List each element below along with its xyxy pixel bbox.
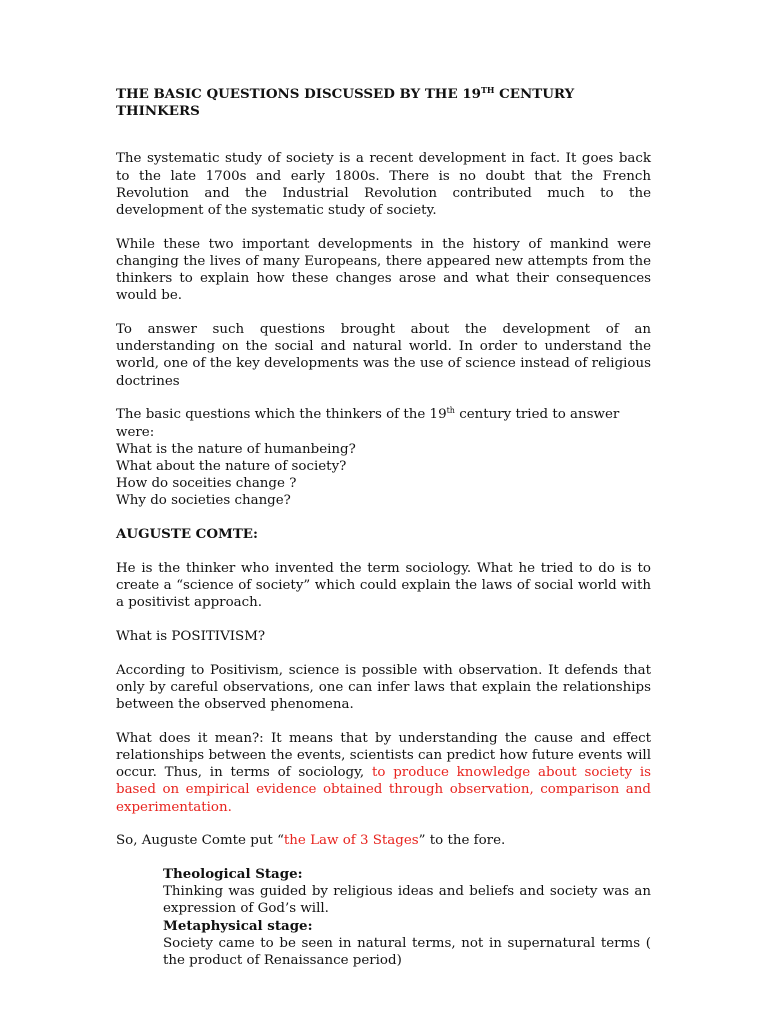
highlighted-text: to produce knowledge about society is based on empirical evidence obtained through observation, comparison and experimentation. xyxy=(116,765,652,815)
stages-list xyxy=(163,866,651,969)
stage-text-theological: Thinking was guided by religious ideas and beliefs and society was an expression of God’s will. xyxy=(163,884,651,917)
paragraph-law-of-stages: So, Auguste Comte put “the Law of 3 Stages” to the fore. xyxy=(116,833,506,849)
heading-auguste-comte: AUGUSTE COMTE: xyxy=(116,526,258,543)
questions-list xyxy=(116,406,651,509)
stage-title-metaphysical: Metaphysical stage: xyxy=(163,917,313,934)
highlighted-law: the Law of 3 Stages xyxy=(283,833,419,849)
question-item: What about the nature of society? xyxy=(116,458,347,474)
stage-title-theological: Theological Stage: xyxy=(163,865,303,882)
stage-text-metaphysical: Society came to be seen in natural terms, not in supernatural terms ( the product of Renaissance period) xyxy=(163,935,651,968)
question-item: Why do societies change? xyxy=(116,493,291,509)
question-item: How do soceities change ? xyxy=(116,476,297,492)
question-positivism: What is POSITIVISM? xyxy=(116,628,266,644)
paragraph-developments: While these two important developments in the history of mankind were changing the lives of many Europeans, there appeared new attempts from the thinkers to explain how these changes arose and what their consequences would be. xyxy=(116,236,651,304)
paragraph-positivism: According to Positivism, science is possible with observation. It defends that only by careful observations, one can infer laws that explain the relationships between the observed phenomena. xyxy=(116,662,651,712)
questions-intro: The basic questions which the thinkers of the 19th century tried to answer were: xyxy=(116,406,620,440)
document-title: THE BASIC QUESTIONS DISCUSSED BY THE 19TH CENTURY THINKERS xyxy=(116,85,575,120)
paragraph-science: To answer such questions brought about the development of an understanding on the social and natural world. In order to understand the world, one of the key developments was the use of science instead of religious doctrines xyxy=(116,322,651,389)
document-page xyxy=(116,86,651,969)
paragraph-comte: He is the thinker who invented the term sociology. What he tried to do is to create a “science of society” which could explain the laws of social world with a positivist approach. xyxy=(116,560,651,611)
paragraph-intro: The systematic study of society is a recent development in fact. It goes back to the late 1700s and early 1800s. There is no doubt that the French Revolution and the Industrial Revolution contributed much to the development of the systematic study of society. xyxy=(116,151,651,219)
question-item: What is the nature of humanbeing? xyxy=(116,441,356,457)
paragraph-meaning: What does it mean?: It means that by understanding the cause and effect relationships between the events, scientists can predict how future events will occur. Thus, in terms of sociology, to produce knowledge about society is based on empirical evidence obtained through observation, comparison and experimentation. xyxy=(116,730,652,815)
